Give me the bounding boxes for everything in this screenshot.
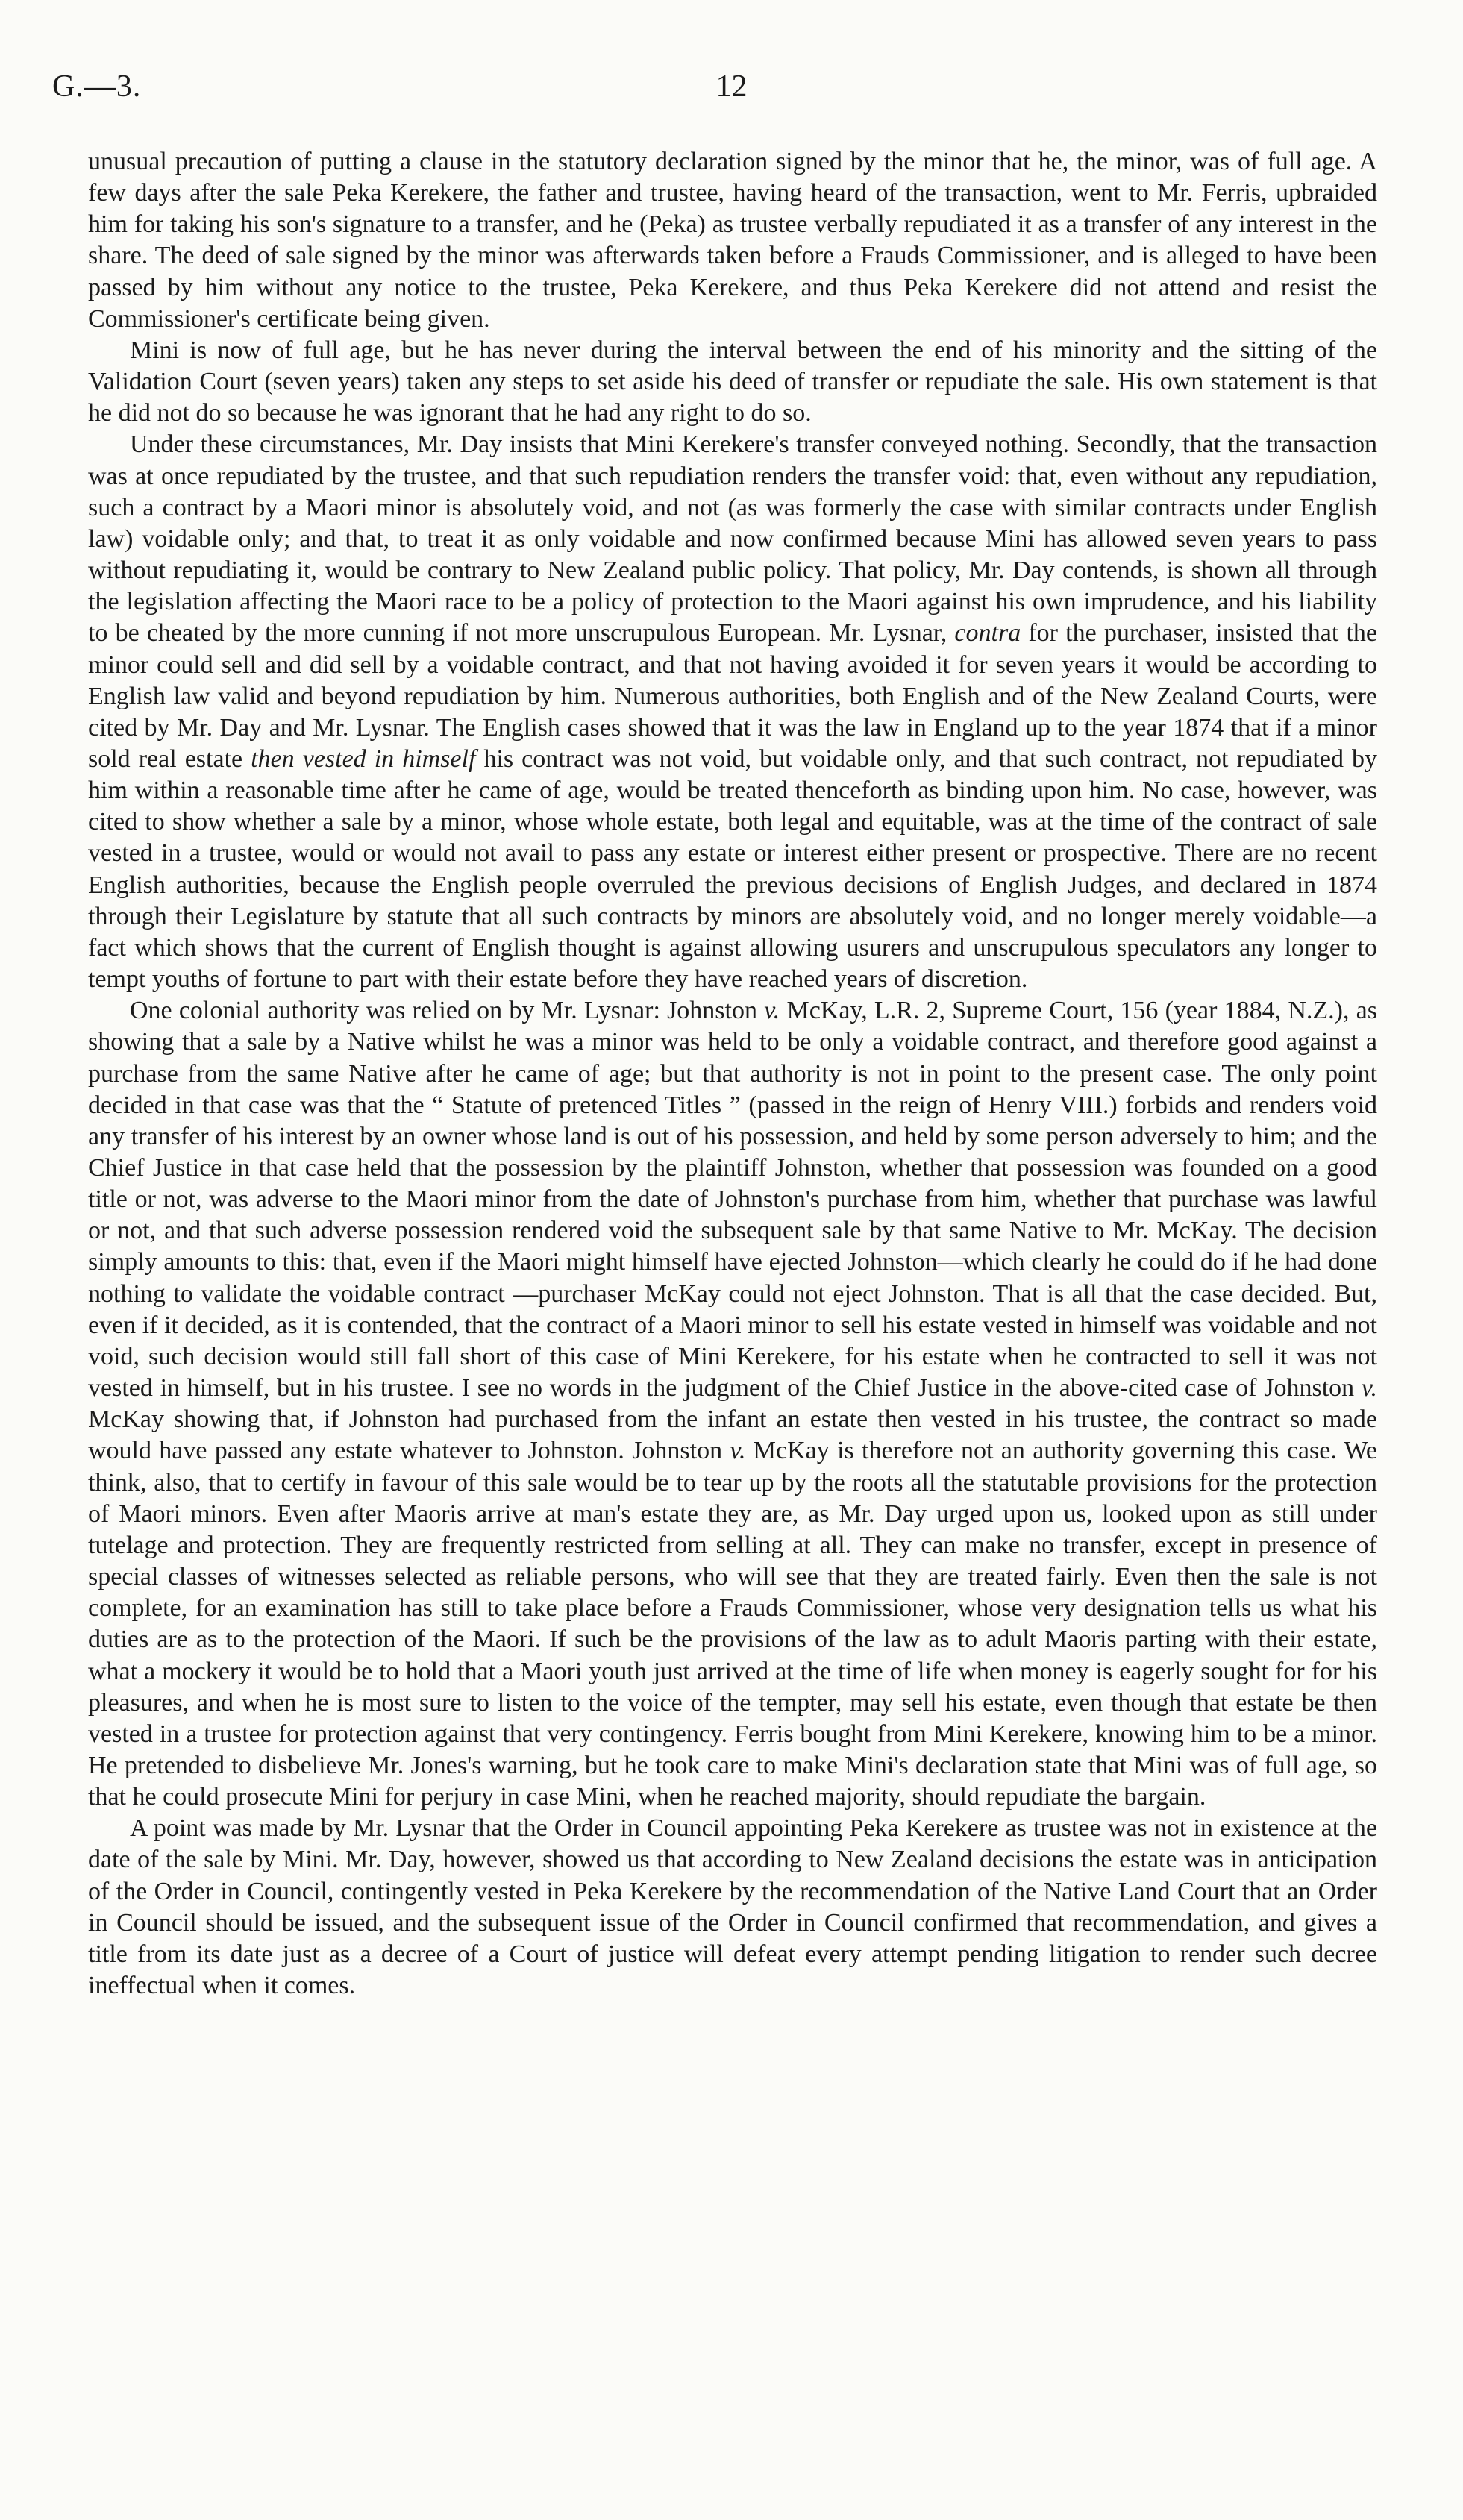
paragraph-text: for the purchaser, insisted that the minor could sell and did sell by a voidable contract, and that not having avoided it for seven years it would be according to English law valid and beyond repudiation by him. Numerous authorities, both English and of the New Zealand Courts, were cited by Mr. Day and Mr. Lysnar. The English cases showed that it was the law in England up to the year 1874 that if a minor sold real estate [88,619,1377,773]
paragraph [88,995,1377,1813]
paragraph-text: One colonial authority was relied on by Mr. Lysnar: Johnston [130,997,765,1025]
paragraph [88,146,1377,335]
paragraph [88,429,1377,995]
paragraph-text: McKay, L.R. 2, Supreme Court, 156 (year 1884, N.Z.), as showing that a sale by a Native whilst he was a minor was held to be only a voidable contract, and therefore good against a purchase from the same Native after he came of age; but that authority is not in point to the present case. The only point decided in that case was that the “ Statute of pretenced Titles ” (passed in the reign of Henry VIII.) forbids and renders void any transfer of his interest by an owner whose land is out of his possession, and held by some person adversely to him; and the Chief Justice in that case held that the possession by the plaintiff Johnston, whether that possession was founded on a good title or not, was adverse to the Maori minor from the date of Johnston's purchase from him, whether that purchase was lawful or not, and that such adverse possession rendered void the subsequent sale by that same Native to Mr. McKay. The decision simply amounts to this: that, even if the Maori might himself have ejected Johnston—which clearly he could do if he had done nothing to validate the voidable contract —purchaser McKay could not eject Johnston. That is all that the case decided. But, even if it decided, as it is contended, that the contract of a Maori minor to sell his estate vested in himself was voidable and not void, such decision would still fall short of this case of Mini Kerekere, for his estate when he contracted to sell it was not vested in himself, but in his trustee. I see no words in the judgment of the Chief Justice in the above-cited case of Johnston [88,997,1377,1402]
paragraph-text: his contract was not void, but voidable only, and that such contract, not repudiated by him within a reasonable time after he came of age, would be treated thenceforth as binding upon him. No case, however, was cited to show whether a sale by a minor, whose whole estate, both legal and equitable, was at the time of the contract of sale vested in a trustee, would or would not avail to pass any estate or interest either present or prospective. There are no recent English authorities, because the English people overruled the previous decisions of English Judges, and declared in 1874 through their Legislature by statute that all such contracts by minors are absolutely void, and no longer merely voidable—a fact which shows that the current of English thought is against allowing usurers and unscrupulous speculators any longer to tempt youths of fortune to part with their estate before they have reached years of discretion. [88,745,1377,994]
italic-text: v. [730,1437,746,1465]
paragraph [88,335,1377,429]
italic-text: then vested in himself [251,745,476,773]
paragraph [88,1813,1377,2002]
paragraph-text: McKay showing that, if Johnston had purchased from the infant an estate then vested in his trustee, the contract so made would have passed any estate whatever to Johnston. Johnston [88,1405,1377,1465]
page-header [52,69,1411,113]
document-body [88,146,1377,2002]
paragraph-text: McKay is therefore not an authority governing this case. We think, also, that to certify in favour of this sale would be to tear up by the roots all the statutable provisions for the protection of Maori minors. Even after Maoris arrive at man's estate they are, as Mr. Day urged upon us, looked upon as still under tutelage and protection. They are frequently restricted from selling at all. They can make no transfer, except in presence of special classes of witnesses selected as reliable persons, who will see that they are treated fairly. Even then the sale is not complete, for an examination has still to take place before a Frauds Commissioner, whose very designation tells us what his duties are as to the protection of the Maori. If such be the provisions of the law as to adult Maoris parting with their estate, what a mockery it would be to hold that a Maori youth just arrived at the time of life when money is eagerly sought for for his pleasures, and when he is most sure to listen to the voice of the tempter, may sell his estate, even though that estate be then vested in a trustee for protection against that very contingency. Ferris bought from Mini Kerekere, knowing him to be a minor. He pretended to disbelieve Mr. Jones's warning, but he took care to make Mini's declaration state that Mini was of full age, so that he could prosecute Mini for perjury in case Mini, when he reached majority, should repudiate the bargain. [88,1437,1377,1811]
page-number: 12 [715,69,748,104]
document-reference: G.—3. [52,69,142,104]
italic-text: v. [764,997,780,1025]
italic-text: contra [954,619,1021,648]
paragraph-text: A point was made by Mr. Lysnar that the Order in Council appointing Peka Kerekere as trustee was not in existence at the date of the sale by Mini. Mr. Day, however, showed us that according to New Zealand decisions the estate was in anticipation of the Order in Council, contingently vested in Peka Kerekere by the recommendation of the Native Land Court that an Order in Council should be issued, and the subsequent issue of the Order in Council confirmed that recommendation, and gives a title from its date just as a decree of a Court of justice will defeat every attempt pending litigation to render such decree ineffectual when it comes. [88,1814,1377,2000]
italic-text: v. [1361,1374,1377,1402]
paragraph-text: Under these circumstances, Mr. Day insists that Mini Kerekere's transfer conveyed nothing. Secondly, that the transaction was at once repudiated by the trustee, and that such repudiation renders the transfer void: that, even without any repudiation, such a contract by a Maori minor is absolutely void, and not (as was formerly the case with similar contracts under English law) voidable only; and that, to treat it as only voidable and now confirmed because Mini has allowed seven years to pass without repudiating it, would be contrary to New Zealand public policy. That policy, Mr. Day contends, is shown all through the legislation affecting the Maori race to be a policy of protection to the Maori against his own imprudence, and his liability to be cheated by the more cunning if not more unscrupulous European. Mr. Lysnar, [88,430,1377,648]
paragraph-text: Mini is now of full age, but he has never during the interval between the end of his minority and the sitting of the Validation Court (seven years) taken any steps to set aside his deed of transfer or repudiate the sale. His own statement is that he did not do so because he was ignorant that he had any right to do so. [88,336,1377,427]
paragraph-text: unusual precaution of putting a clause in the statutory declaration signed by the minor that he, the minor, was of full age. A few days after the sale Peka Kerekere, the father and trustee, having heard of the transaction, went to Mr. Ferris, upbraided him for taking his son's signature to a transfer, and he (Peka) as trustee verbally repudiated it as a transfer of any interest in the share. The deed of sale signed by the minor was afterwards taken before a Frauds Commissioner, and is alleged to have been passed by him without any notice to the trustee, Peka Kerekere, and thus Peka Kerekere did not attend and resist the Commissioner's certificate being given. [88,148,1377,333]
